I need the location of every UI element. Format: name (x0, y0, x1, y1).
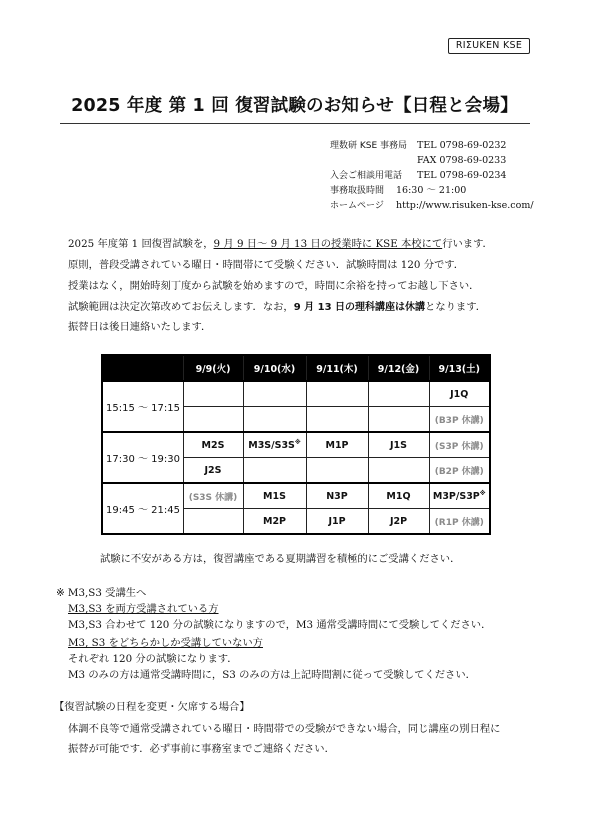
cancelled-cell: (B2P 休講) (429, 458, 490, 484)
class-cell: J1P (306, 509, 368, 535)
intro-line-1: 2025 年度第 1 回復習試験を，9 月 9 日～ 9 月 13 日の授業時に KSE 本校にて行います． (68, 238, 493, 250)
table-row (102, 483, 490, 509)
intro-line-3: 授業はなく，開始時刻丁度から試験を始めますので，時間に余裕を持ってお越し下さい． (68, 280, 480, 292)
cancelled-cell: (B3P 休講) (429, 407, 490, 433)
class-cell: M1P (306, 432, 368, 458)
day-header: 9/10(水) (243, 355, 306, 381)
day-header: 9/11(木) (306, 355, 368, 381)
class-cell: M3S/S3S※ (243, 432, 306, 458)
contact-office-row (330, 138, 407, 155)
class-cell: J1S (368, 432, 429, 458)
footnote-mark: ※ (479, 489, 486, 497)
office-label: 理数研 KSE 事務局 (330, 141, 408, 151)
intro-line-2: 原則，普段受講されている曜日・時間帯にて受験ください．試験時間は 120 分です． (68, 259, 465, 271)
change-line-2: 振替が可能です．必ず事前に事務室までご連絡ください． (68, 743, 335, 755)
intro-line-4: 試験範囲は決定次第改めてお伝えします．なお，9 月 13 日の理科講座は休講となります． (68, 301, 487, 313)
class-cell: J2S (183, 458, 243, 484)
header-corner (102, 355, 183, 381)
day-header: 9/9(火) (183, 355, 243, 381)
time-slot-1: 15:15 ～ 17:15 (102, 381, 183, 432)
class-cell: M1Q (368, 483, 429, 509)
note-section-2-title: M3, S3 をどちらかしか受講していない方 (68, 637, 263, 649)
consult-tel: TEL 0798-69-0234 (417, 170, 507, 181)
time-slot-3: 19:45 ～ 21:45 (102, 483, 183, 534)
homepage-link[interactable]: http://www.risuken-kse.com/ (396, 200, 534, 211)
day-header: 9/13(土) (429, 355, 490, 381)
note-section-2-text-1: それぞれ 120 分の試験になります． (68, 653, 238, 665)
footnote-mark: ※ (294, 438, 301, 446)
hours-label: 事務取扱時間 (330, 186, 385, 196)
table-row (102, 381, 490, 407)
homepage-label: ホームページ (330, 201, 384, 211)
page-title: 2025 年度 第 1 回 復習試験のお知らせ【日程と会場】 (71, 96, 518, 116)
day-header: 9/12(金) (368, 355, 429, 381)
class-cell: M1S (243, 483, 306, 509)
title-divider (60, 123, 530, 124)
note-heading: ※ M3,S3 受講生へ (56, 587, 147, 599)
change-line-1: 体調不良等で通常受講されている曜日・時間帯での受験ができない場合，同じ講座の別日程に (68, 723, 501, 735)
change-heading: 【復習試験の日程を変更・欠席する場合】 (54, 701, 250, 713)
science-cancel-note: 9 月 13 日の理科講座は休講 (293, 302, 426, 313)
note-section-2-text-2: M3 のみの方は通常受講時間に，S3 のみの方は上記時間割に従って受験してください． (68, 669, 476, 681)
note-section-1-text: M3,S3 合わせて 120 分の試験になりますので，M3 通常受講時間にて受験してください． (68, 619, 492, 631)
cancelled-cell: (S3P 休講) (429, 432, 490, 458)
logo: RIΣUKEN KSE (448, 38, 530, 54)
consult-label: 入会ご相談用電話 (330, 171, 403, 181)
office-fax: FAX 0798-69-0233 (417, 155, 507, 166)
table-row (102, 432, 490, 458)
class-cell: N3P (306, 483, 368, 509)
intro-line-5: 振替日は後日連絡いたします． (68, 321, 212, 333)
class-cell: J2P (368, 509, 429, 535)
note-section-1-title: M3,S3 を両方受講されている方 (68, 603, 219, 615)
class-cell: M2S (183, 432, 243, 458)
schedule-header-row (102, 355, 490, 381)
cancelled-cell: (S3S 休講) (183, 483, 243, 509)
time-slot-2: 17:30 ～ 19:30 (102, 432, 183, 483)
cancelled-cell: (R1P 休講) (429, 509, 490, 535)
class-cell: J1Q (429, 381, 490, 407)
class-cell: M3P/S3P※ (429, 483, 490, 509)
office-hours: 16:30 ～ 21:00 (396, 185, 467, 196)
exam-dates-highlight: 9 月 9 日～ 9 月 13 日の授業時に KSE 本校にて (213, 238, 443, 250)
after-table-note: 試験に不安がある方は，復習講座である夏期講習を積極的にご受講ください． (100, 553, 461, 565)
schedule-table (101, 354, 491, 535)
office-tel: TEL 0798-69-0232 (417, 140, 507, 151)
class-cell: M2P (243, 509, 306, 535)
